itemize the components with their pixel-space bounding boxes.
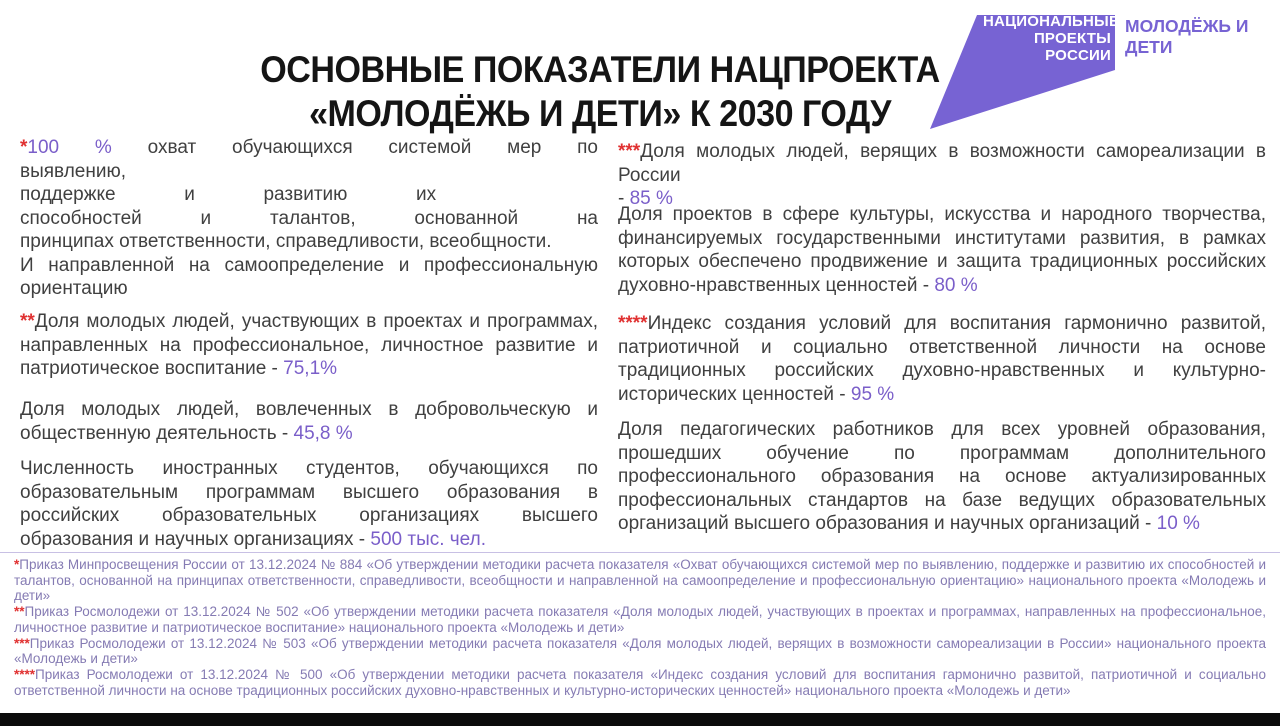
indicator-right-3 [618,312,1266,406]
logo-brand-text [983,13,1120,64]
footnote [14,604,1266,635]
footnote [14,667,1266,698]
indicator-value: 500 тыс. чел. [370,528,486,550]
asterisk-marker: * [20,137,28,158]
asterisk-marker: **** [14,666,36,682]
page-title-line1: ОСНОВНЫЕ ПОКАЗАТЕЛИ НАЦПРОЕКТА [260,49,940,90]
logo-brand-line3: РОССИИ [1045,47,1111,64]
indicator-line: выявлению, [20,160,126,182]
footnote-text: Приказ Росмолодежи от 13.12.2024 № 503 «Об утверждении методики расчета показателя «Доля молодых людей, верящих в возможности самореализации в России» национального проекта «Молодежь и дети» [14,635,1266,667]
indicator-text: Доля молодых людей, верящих в возможности самореализации в России [618,141,1266,186]
indicator-line: способностей и талантов, основанной на [20,207,598,229]
indicator-value: 100 [27,137,60,158]
indicator-left-2 [20,310,598,381]
project-name-line2: ДЕТИ [1125,37,1173,57]
asterisk-marker: ** [20,311,35,332]
indicator-text: Доля молодых людей, вовлеченных в добровольческую и общественную деятельность - [20,399,598,444]
asterisk-marker: **** [618,313,648,334]
asterisk-marker: *** [618,141,641,162]
indicator-value: 95 % [850,383,895,405]
indicator-line: И направленной на самоопределение и профессиональную ориентацию [20,254,598,299]
project-name-line1: МОЛОДЁЖЬ И [1125,16,1249,36]
indicator-text: охват обучающихся системой мер по [147,137,598,158]
asterisk-marker: * [14,557,20,572]
bottom-bar [0,713,1280,726]
page-title-line2: «МОЛОДЁЖЬ И ДЕТИ» К 2030 ГОДУ [309,93,891,134]
indicator-value-unit: % [94,137,112,158]
footnote-text: Приказ Росмолодежи от 13.12.2024 № 500 «Об утверждении методики расчета показателя «Индекс создания условий для воспитания гармонично развитой, патриотичной и социально ответственной личности на основе традиционных российских духовно-нравственных и культурно-исторических ценностей» национального проекта «Молодежь и дети» [14,666,1266,698]
asterisk-marker: ** [14,604,25,620]
indicator-dash: - [618,188,630,209]
indicator-value: 10 % [1156,513,1200,534]
indicator-text: Численность иностранных студентов, обучающихся по образовательным программам высшего образования в российских образовательных организациях высшего образования и научных организациях - [20,458,598,550]
indicator-left-3 [20,398,598,445]
indicator-value: 80 % [934,274,978,296]
indicator-line: принципах ответственности, справедливости, всеобщности. [20,231,552,252]
indicator-text: Индекс создания условий для воспитания гармонично развитой, патриотичной и социально ответственной личности на основе традиционных российских духовно-нравственных и культурно-исторических ценностей - [618,313,1266,405]
footnote-text: Приказ Росмолодежи от 13.12.2024 № 502 «Об утверждении методики расчета показателя «Доля молодых людей, участвующих в проектах и программах, направленных на профессиональное, личностное развитие и патриотическое воспитание» национального проекта «Молодежь и дети» [14,604,1266,635]
project-name [1125,16,1248,58]
indicator-line: поддержке и развитию их [20,184,437,205]
indicator-text: Доля молодых людей, участвующих в проектах и программах, направленных на профессиональное, личностное развитие и патриотическое воспитание - [20,311,598,379]
footnote-text: Приказ Минпросвещения России от 13.12.2024 № 884 «Об утверждении методики расчета показателя «Охват обучающихся системой мер по выявлению, поддержке и развитию их способностей и талантов, основанной на принципах ответственности, справедливости, всеобщности и направленной на самоопределение и профессиональную ориентацию» национального проекта «Молодежь и дети» [14,557,1266,604]
indicator-value: 75,1% [283,358,338,379]
indicator-left-1 [20,136,598,301]
indicator-value: 85 % [629,188,673,209]
footnote [14,636,1266,667]
indicator-right-4 [618,418,1266,536]
logo-brand-line1: НАЦИОНАЛЬНЫЕ [983,13,1120,30]
indicator-line [618,140,1266,187]
logo-brand-line2: ПРОЕКТЫ [1033,30,1111,47]
footnote [14,557,1266,604]
indicator-left-4 [20,457,598,551]
indicator-right-1 [618,140,1266,211]
indicator-text: Доля проектов в сфере культуры, искусства и народного творчества, финансируемых государственными институтами развития, в рамках которых обеспечено продвижение и защита традиционных российских духовно-нравственных ценностей - [618,204,1266,296]
indicator-value: 45,8 % [293,422,353,444]
indicator-line [20,136,598,160]
footnotes-divider [0,552,1280,553]
indicator-text: Доля педагогических работников для всех уровней образования, прошедших обучение по программам дополнительного профессионального образования на основе актуализированных профессиональных стандартов на базе ведущих образовательных организаций высшего образования и научных организаций - [618,419,1266,534]
indicator-right-2 [618,203,1266,297]
footnotes [14,557,1266,698]
asterisk-marker: *** [14,635,30,651]
